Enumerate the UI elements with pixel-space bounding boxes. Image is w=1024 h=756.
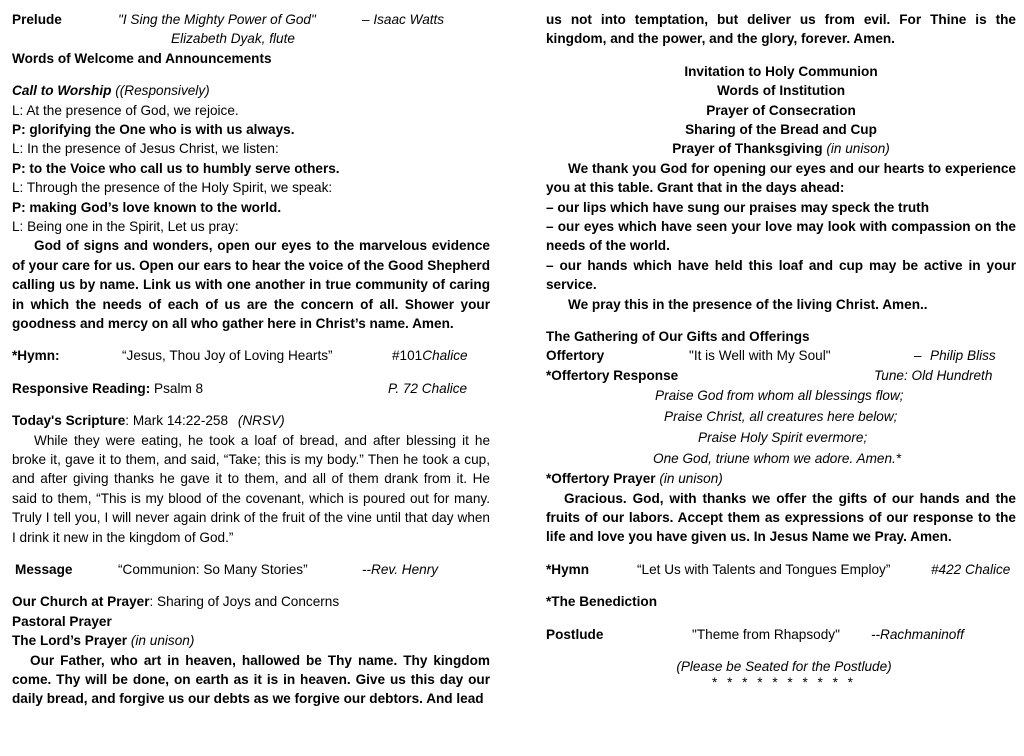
closing-hymn-label: *Hymn	[546, 561, 590, 577]
hymn-number: #101	[392, 348, 423, 364]
litany-line: P: to the Voice who call us to humbly serve others.	[12, 160, 340, 176]
message-title: “Communion: So Many Stories”	[118, 561, 308, 577]
offertory-response-label: *Offertory Response	[546, 367, 679, 383]
closing-hymn-title: “Let Us with Talents and Tongues Employ”	[637, 561, 891, 577]
thanksgiving-item: – our hands which have held this loaf and cup may be active in your service.	[546, 257, 1016, 293]
hymn-title: “Jesus, Thou Joy of Loving Hearts”	[122, 348, 333, 364]
left-column	[12, 10, 490, 709]
scripture-version: (NRSV)	[237, 413, 285, 429]
church-at-prayer-label: Our Church at Prayer	[12, 594, 150, 610]
hymn-label: *Hymn:	[12, 348, 60, 364]
postlude-label: Postlude	[546, 626, 604, 642]
doxology-line: Praise God from whom all blessings flow;	[655, 388, 904, 404]
prelude-author: – Isaac Watts	[362, 12, 445, 27]
call-to-worship-label: Call to Worship	[12, 83, 112, 99]
offertory-title: "It is Well with My Soul"	[689, 348, 831, 364]
pastoral-prayer-heading: Pastoral Prayer	[12, 613, 112, 629]
call-to-worship-note: ((Responsively)	[115, 83, 210, 99]
offertory-response-line	[546, 366, 1016, 385]
doxology-line: Praise Christ, all creatures here below;	[664, 409, 898, 425]
communion-item: Prayer of Consecration	[706, 102, 856, 118]
responsive-reading-label: Responsive Reading:	[12, 380, 151, 396]
benediction-heading: *The Benediction	[546, 594, 658, 610]
doxology-line: Praise Holy Spirit evermore;	[698, 430, 868, 446]
prelude-line	[12, 10, 490, 29]
thanksgiving-label: Prayer of Thanksgiving	[672, 141, 823, 157]
message-line	[12, 560, 490, 579]
church-at-prayer-text: : Sharing of Joys and Concerns	[149, 594, 340, 610]
responsive-reading-text: Psalm 8	[154, 380, 204, 396]
offertory-line	[546, 346, 1016, 365]
lords-prayer-label: The Lord’s Prayer	[12, 633, 128, 649]
prelude-title: "I Sing the Mighty Power of God"	[118, 12, 316, 27]
gathering-heading: The Gathering of Our Gifts and Offerings	[546, 329, 810, 345]
message-speaker: --Rev. Henry	[362, 561, 439, 577]
church-at-prayer-line	[12, 592, 490, 611]
litany-line: L: In the presence of Jesus Christ, we listen:	[12, 141, 279, 157]
hymn-book: Chalice	[422, 348, 468, 364]
communion-item: Words of Institution	[716, 83, 846, 99]
doxology-line: One God, triune whom we adore. Amen.*	[653, 451, 902, 467]
thanksgiving-heading	[546, 139, 1016, 158]
call-to-worship-heading	[12, 81, 490, 100]
offertory-prayer-label: *Offertory Prayer	[546, 471, 656, 487]
call-to-worship-prayer: God of signs and wonders, open our eyes to the marvelous evidence of your care for us. Open our ears to hear the voice of the Good Shepherd calling us by name. Link us with one another in true community of caring in which the needs of each of us are the concern of all. Shower your goodness and mercy on all who gather here in Christ’s name. Amen.	[12, 238, 490, 331]
offertory-dash: –	[914, 348, 922, 364]
scripture-text: While they were eating, he took a loaf of bread, and after blessing it he broke it, gave it to them, and said, “Take; this is my body.” Then he took a cup, and after giving thanks he gave it to them, and all of them drank from it. He said to them, “This is my blood of the covenant, which is poured out for many. Truly I tell you, I will never again drink of the fruit of the vine until that day when I drink it new in the kingdom of God.”	[12, 432, 490, 545]
offertory-prayer-heading	[546, 469, 1016, 488]
offertory-response-tune: Tune: Old Hundreth	[874, 367, 993, 383]
communion-item: Invitation to Holy Communion	[684, 63, 878, 79]
hymn-line	[12, 346, 490, 365]
postlude-title: "Theme from Rhapsody"	[692, 626, 840, 642]
scripture-ref: : Mark 14:22-258	[125, 413, 229, 429]
offertory-label: Offertory	[546, 348, 605, 364]
thanksgiving-closing: We pray this in the presence of the living Christ. Amen..	[568, 296, 928, 312]
postlude-line	[546, 625, 1016, 644]
thanksgiving-item: – our lips which have sung our praises may speck the truth	[546, 199, 929, 215]
responsive-reading-line	[12, 379, 490, 398]
thanksgiving-item: – our eyes which have seen your love may look with compassion on the needs of the world.	[546, 218, 1016, 254]
prelude-performer: Elizabeth Dyak, flute	[171, 31, 295, 47]
communion-item: Sharing of the Bread and Cup	[685, 121, 877, 137]
welcome-heading: Words of Welcome and Announcements	[12, 50, 272, 66]
closing-hymn-line	[546, 560, 1016, 579]
litany-line: L: Being one in the Spirit, Let us pray:	[12, 218, 239, 234]
scripture-heading	[12, 411, 490, 430]
litany-line: P: making God’s love known to the world.	[12, 199, 282, 215]
offertory-composer: Philip Bliss	[930, 348, 996, 364]
lords-prayer-text: Our Father, who art in heaven, hallowed be Thy name. Thy kingdom come. Thy will be done, on earth as it is in heaven. Give us this day our daily bread, and forgive us our debts as we forgive our debtors. And lead	[12, 652, 490, 707]
closing-stars: * * * * * * * * * *	[712, 675, 856, 691]
seated-note: (Please be Seated for the Postlude)	[676, 658, 892, 674]
responsive-reading-ref: P. 72 Chalice	[388, 380, 468, 396]
litany-line: L: At the presence of God, we rejoice.	[12, 102, 239, 118]
lords-prayer-continued: us not into temptation, but deliver us from evil. For Thine is the kingdom, and the power, and the glory, forever. Amen.	[546, 12, 1016, 47]
offertory-prayer-text: Gracious. God, with thanks we offer the gifts of our hands and the fruits of our labors. Accept them as expressions of our response to the life and love you have given us. In Jesus Name we Pray. Amen.	[546, 490, 1016, 545]
closing-hymn-ref: #422 Chalice	[931, 561, 1011, 577]
message-label: Message	[15, 561, 73, 577]
prelude-performer-line	[12, 29, 490, 48]
thanksgiving-intro: We thank you God for opening our eyes and our hearts to experience you at this table. Grant that in the days ahead:	[546, 160, 1016, 196]
lords-prayer-note: (in unison)	[130, 633, 195, 649]
lords-prayer-heading	[12, 631, 490, 650]
postlude-composer: --Rachmaninoff	[871, 626, 964, 642]
right-column	[546, 10, 1016, 690]
litany-line: P: glorifying the One who is with us always.	[12, 121, 295, 137]
offertory-prayer-note: (in unison)	[659, 471, 723, 487]
scripture-label: Today's Scripture	[12, 413, 126, 429]
litany-line: L: Through the presence of the Holy Spirit, we speak:	[12, 180, 333, 196]
thanksgiving-note: (in unison)	[826, 141, 890, 157]
prelude-label: Prelude	[12, 12, 62, 27]
